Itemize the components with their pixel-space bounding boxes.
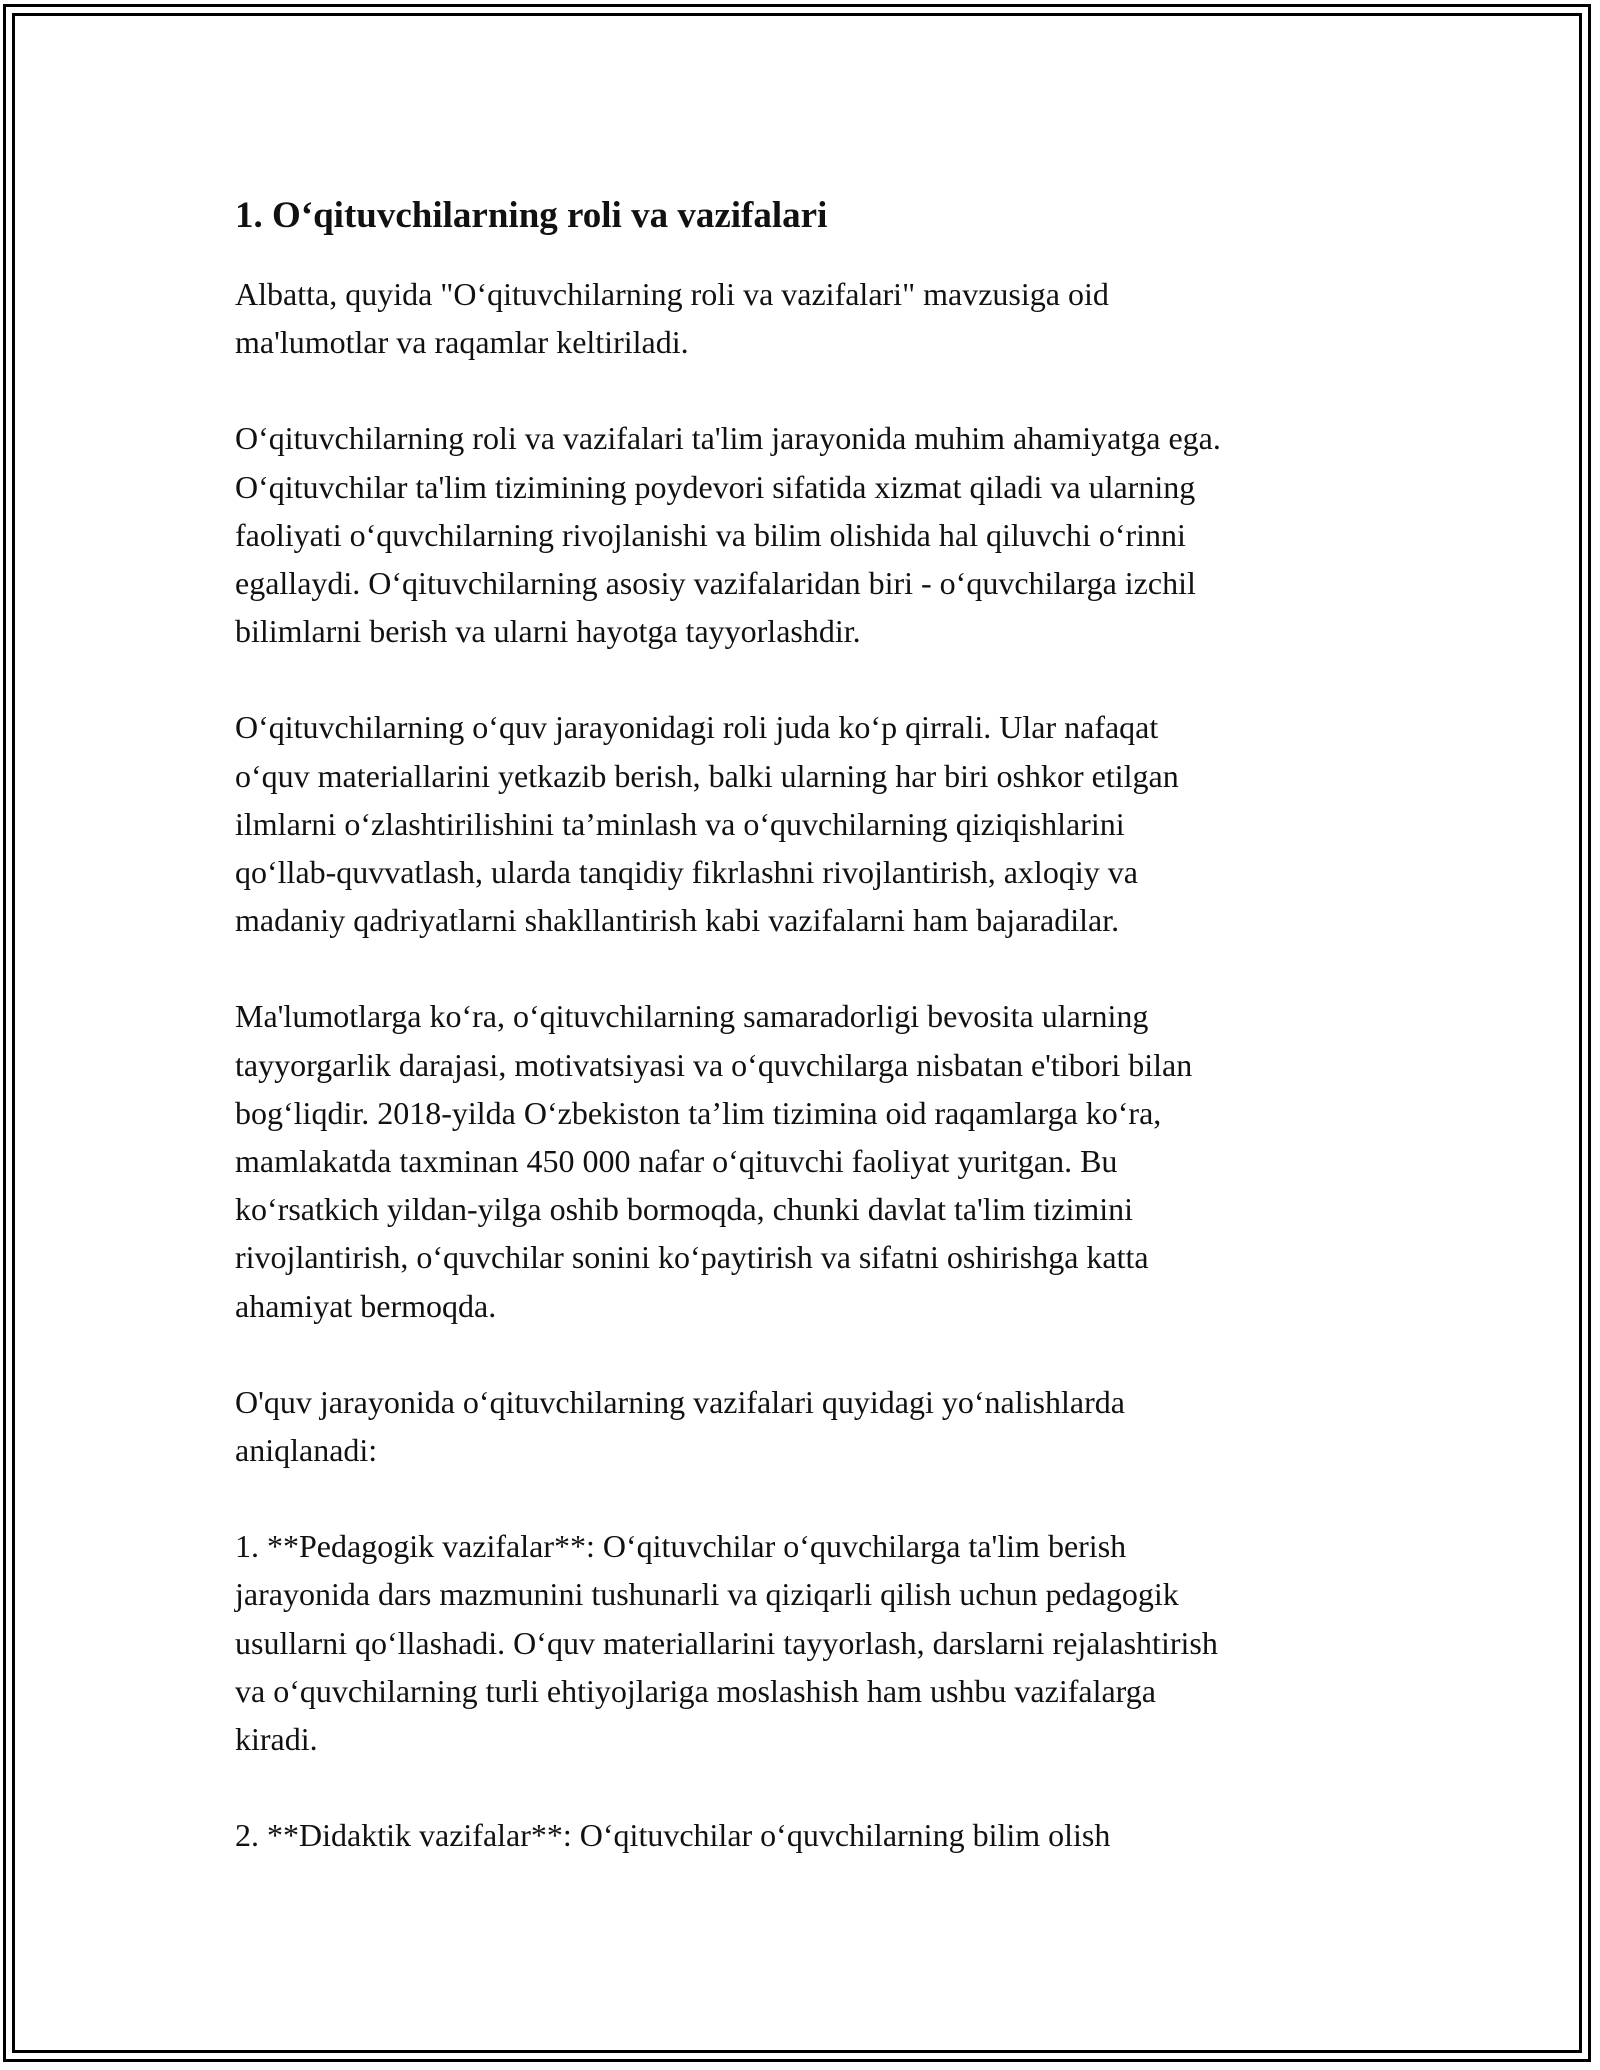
text-line: Ma'lumotlarga ko‘ra, o‘qituvchilarning samaradorligi bevosita ularning	[235, 998, 1149, 1035]
text-line: O‘qituvchilar ta'lim tizimining poydevori sifatida xizmat qiladi va ularning	[235, 468, 1196, 505]
text-line: madaniy qadriyatlarni shakllantirish kabi vazifalarni ham bajaradilar.	[235, 902, 1120, 939]
text-line: O‘qituvchilarning roli va vazifalari ta'lim jarayonida muhim ahamiyatga ega.	[235, 420, 1221, 457]
paragraph-multifaceted-role	[235, 703, 1375, 944]
text-line: faoliyati o‘quvchilarning rivojlanishi va bilim olishida hal qiluvchi o‘rinni	[235, 516, 1186, 553]
document-title: 1. O‘qituvchilarning roli va vazifalari	[235, 195, 828, 236]
paragraph-intro	[235, 270, 1375, 366]
paragraph-role-overview	[235, 414, 1375, 655]
text-line: rivojlantirish, o‘quvchilar sonini ko‘paytirish va sifatni oshirishga katta	[235, 1239, 1149, 1276]
text-line: va o‘quvchilarning turli ehtiyojlariga moslashish ham ushbu vazifalarga	[235, 1672, 1156, 1709]
text-line: ko‘rsatkich yildan-yilga oshib bormoqda, chunki davlat ta'lim tizimini	[235, 1191, 1134, 1228]
text-line: Albatta, quyida "O‘qituvchilarning roli va vazifalari" mavzusiga oid	[235, 276, 1109, 312]
text-line: bilimlarni berish va ularni hayotga tayyorlashdir.	[235, 613, 861, 650]
text-line: mamlakatda taxminan 450 000 nafar o‘qituvchi faoliyat yuritgan. Bu	[235, 1143, 1118, 1180]
text-line: O‘qituvchilarning o‘quv jarayonidagi roli juda ko‘p qirrali. Ular nafaqat	[235, 709, 1159, 746]
text-line: ma'lumotlar va raqamlar keltiriladi.	[235, 324, 689, 361]
text-line: o‘quv materiallarini yetkazib berish, balki ularning har biri oshkor etilgan	[235, 757, 1179, 794]
text-line: 1. **Pedagogik vazifalar**: O‘qituvchilar o‘quvchilarga ta'lim berish	[235, 1528, 1127, 1565]
text-line: 2. **Didaktik vazifalar**: O‘qituvchilar o‘quvchilarning bilim olish	[235, 1817, 1111, 1854]
text-line: usullarni qo‘llashadi. O‘quv materiallarini tayyorlash, darslarni rejalashtirish	[235, 1624, 1218, 1661]
paragraph-duties-intro	[235, 1378, 1375, 1474]
text-line: bog‘liqdir. 2018-yilda O‘zbekiston ta’lim tizimina oid raqamlarga ko‘ra,	[235, 1094, 1162, 1131]
text-line: ahamiyat bermoqda.	[235, 1287, 497, 1324]
document-body	[235, 188, 1375, 1907]
text-line: kiradi.	[235, 1721, 318, 1758]
text-line: qo‘llab-quvvatlash, ularda tanqidiy fikrlashni rivojlantirish, axloqiy va	[235, 854, 1138, 891]
text-line: tayyorgarlik darajasi, motivatsiyasi va o‘quvchilarga nisbatan e'tibori bilan	[235, 1046, 1193, 1083]
paragraph-statistics	[235, 992, 1375, 1329]
text-line: egallaydi. O‘qituvchilarning asosiy vazifalaridan biri - o‘quvchilarga izchil	[235, 565, 1196, 602]
text-line: ilmlarni o‘zlashtirilishini ta’minlash va o‘quvchilarning qiziqishlarini	[235, 805, 1125, 842]
list-item-pedagogical	[235, 1522, 1375, 1763]
text-line: O'quv jarayonida o‘qituvchilarning vazifalari quyidagi yo‘nalishlarda	[235, 1383, 1125, 1420]
list-item-didactic	[235, 1811, 1375, 1859]
text-line: jarayonida dars mazmunini tushunarli va qiziqarli qilish uchun pedagogik	[235, 1576, 1179, 1613]
text-line: aniqlanadi:	[235, 1432, 378, 1469]
